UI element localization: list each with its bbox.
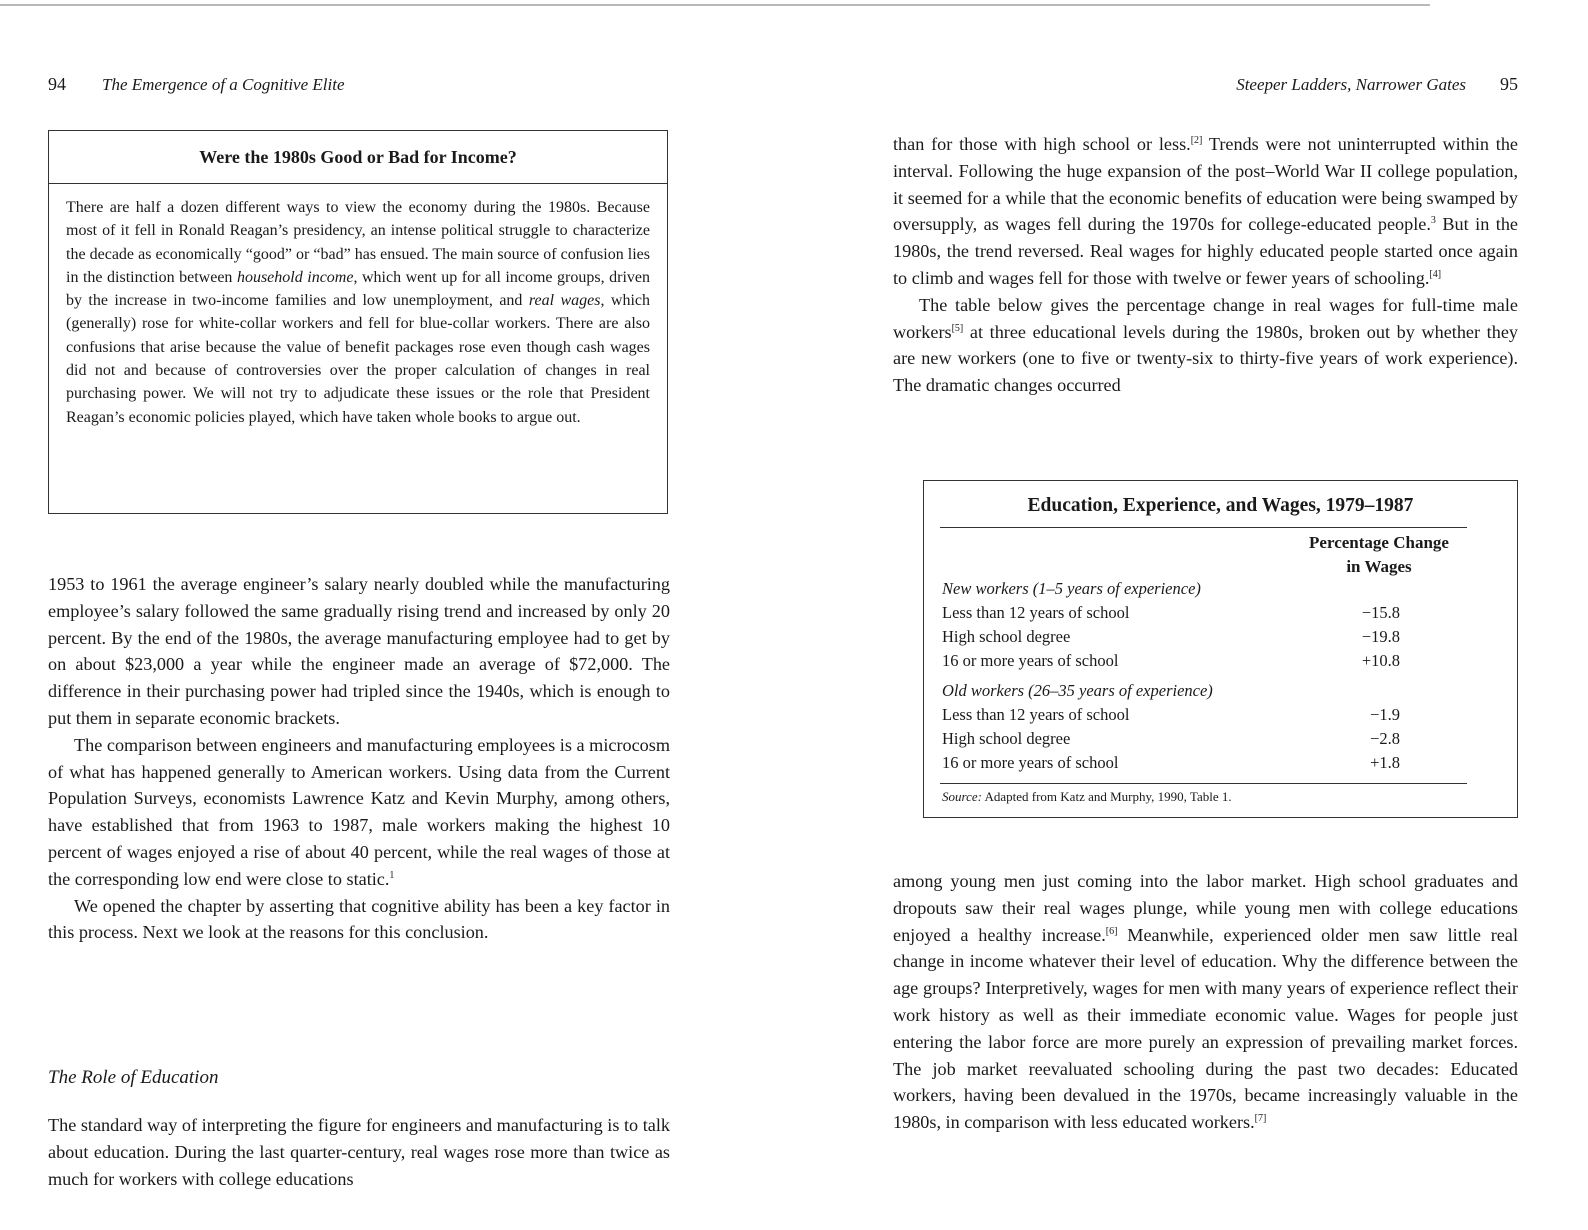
row-label: Less than 12 years of school <box>942 705 1130 724</box>
footnote-ref: 1 <box>389 869 395 881</box>
paragraph-text: Trends were not uninterrupted within the interval. Following the huge expansion of the post–World War II college population, it seemed for a while that the economic benefits of education were being swamped by oversupply, as wages fell during the 1970s for college-educated people. <box>893 134 1519 235</box>
footnote-ref: [6] <box>1105 925 1118 937</box>
paragraph-text: at three educational levels during the 1980s, broken out by whether they are new workers (one to five or twenty-six to thirty-five years of work experience). The dramatic changes occurred <box>893 321 1518 396</box>
left-running-head <box>48 74 345 95</box>
running-title-left: The Emergence of a Cognitive Elite <box>102 75 345 94</box>
footnote-ref: [7] <box>1254 1113 1267 1125</box>
sidebar-emphasis: household income <box>236 268 354 286</box>
row-value: +10.8 <box>1361 651 1400 670</box>
left-body-lower <box>48 1112 670 1192</box>
source-text: Adapted from Katz and Murphy, 1990, Table 1. <box>981 789 1232 804</box>
sidebar-box <box>48 130 668 514</box>
right-body-lower <box>893 868 1518 1136</box>
sidebar-paragraph <box>66 196 650 429</box>
table-row <box>942 649 1462 672</box>
row-label: Less than 12 years of school <box>942 603 1130 622</box>
group-label-text: Old workers (26–35 years of experience) <box>942 681 1213 700</box>
source-label: Source: <box>942 789 982 804</box>
paragraph-text: The comparison between engineers and manufacturing employees is a microcosm of what has happened generally to American workers. Using data from the Current Population Surveys, economists Lawrence Katz and Kevin Murphy, among others, have established that from 1963 to 1987, male workers making the highest 10 percent of wages enjoyed a rise of about 40 percent, while the real wages of those at the corresponding low end were close to static. <box>48 734 670 889</box>
left-body-upper <box>48 571 670 946</box>
table-row <box>942 625 1462 648</box>
row-value: −15.8 <box>1361 603 1400 622</box>
sidebar-text: There are half a dozen different ways to view the economy during the 1980s. Because most of it fell in Ronald Reagan’s presidency, an intense political struggle to characterize the decade as economically “good” or “bad” has ensued. The main source of confusion lies in the distinction between <box>66 199 650 286</box>
paragraph-text: among young men just coming into the labor market. High school graduates and dropouts saw their real wages plunge, while young men with college educations enjoyed a healthy increase. <box>893 871 1518 945</box>
paragraph-text: Meanwhile, experienced older men saw little real change in income whatever their level of education. Why the difference between the age groups? Interpretively, wages for men with many years of experience reflect their work history as well as their immediate economic value. Wages for people just entering the labor force are more purely an expression of prevailing market forces. The job market reevaluated schooling during the past two decades: Educated workers, having been devalued in the 1970s, became increasingly valuable in the 1980s, in comparison with less educated workers. <box>893 924 1518 1133</box>
right-running-head <box>1236 74 1518 95</box>
sidebar-text: , which went up for all income groups, driven by the increase in two-income families and low unemployment, and <box>66 268 651 310</box>
body-paragraph <box>48 732 670 893</box>
body-paragraph: We opened the chapter by asserting that cognitive ability has been a key factor in this process. Next we look at the reasons for this conclusion. <box>48 895 670 943</box>
row-value: −19.8 <box>1361 627 1400 646</box>
wages-table <box>923 480 1518 818</box>
column-header-line: Percentage Change <box>1309 533 1449 552</box>
row-label: High school degree <box>942 729 1071 748</box>
paragraph-text: But in the 1980s, the trend reversed. Real wages for highly educated people started once again to climb and wages fell for those with twelve or fewer years of schooling. <box>893 214 1518 288</box>
table-rule-bottom <box>940 783 1467 784</box>
body-paragraph <box>893 292 1518 399</box>
sidebar-body <box>49 184 667 429</box>
body-paragraph <box>893 868 1518 1136</box>
table-row <box>942 703 1462 726</box>
paragraph-text: than for those with high school or less. <box>893 134 1191 154</box>
body-paragraph: The standard way of interpreting the figure for engineers and manufacturing is to talk about education. During the last quarter-century, real wages rose more than twice as much for workers with college educations <box>48 1115 670 1189</box>
table-row <box>942 601 1462 624</box>
sidebar-emphasis: real wages <box>528 292 601 310</box>
table-row <box>942 727 1462 750</box>
body-paragraph: 1953 to 1961 the average engineer’s salary nearly doubled while the manufacturing employee’s salary followed the same gradually rising trend and increased by only 20 percent. By the end of the 1980s, the average manufacturing employee had to get by on about $23,000 a year while the engineer made an average of $72,000. The difference in their purchasing power had tripled since the 1940s, which is enough to put them in separate economic brackets. <box>48 574 670 728</box>
row-label: 16 or more years of school <box>942 753 1119 772</box>
table-rule-top <box>940 527 1467 528</box>
row-value: +1.8 <box>1370 753 1400 772</box>
section-heading: The Role of Education <box>48 1067 219 1088</box>
row-value: −2.8 <box>1370 729 1400 748</box>
footnote-ref: [4] <box>1429 268 1442 280</box>
right-page <box>893 0 1518 1230</box>
footnote-ref: 3 <box>1430 215 1436 227</box>
table-title: Education, Experience, and Wages, 1979–1987 <box>1027 495 1414 516</box>
table-group-label <box>942 577 1462 600</box>
footnote-ref: [5] <box>951 322 964 334</box>
page-number-left: 94 <box>48 74 66 94</box>
table-source <box>942 789 1232 805</box>
footnote-ref: [2] <box>1190 135 1203 146</box>
row-label: High school degree <box>942 627 1071 646</box>
table-column-header <box>1289 531 1469 579</box>
column-header-line: in Wages <box>1346 557 1412 576</box>
right-body-upper <box>893 131 1518 399</box>
sidebar-text: , which (generally) rose for white-collar workers and fell for blue-collar workers. There are also confusions that arise because the value of benefit packages rose even though cash wages did not and because of controversies over the proper calculation of changes in real purchasing power. We will not try to adjudicate these issues or the role that President Reagan’s economic policies played, which have taken whole books to argue out. <box>66 292 650 426</box>
left-page <box>48 0 670 1230</box>
table-group-label <box>942 679 1462 702</box>
body-paragraph <box>893 131 1518 292</box>
sidebar-title: Were the 1980s Good or Bad for Income? <box>49 131 667 184</box>
page-number-right: 95 <box>1500 74 1518 94</box>
paragraph-text: The table below gives the percentage change in real wages for full-time male workers <box>893 294 1518 342</box>
group-label-text: New workers (1–5 years of experience) <box>942 579 1201 598</box>
row-value: −1.9 <box>1370 705 1400 724</box>
row-label: 16 or more years of school <box>942 651 1119 670</box>
table-row <box>942 751 1462 774</box>
running-title-right: Steeper Ladders, Narrower Gates <box>1236 75 1466 94</box>
